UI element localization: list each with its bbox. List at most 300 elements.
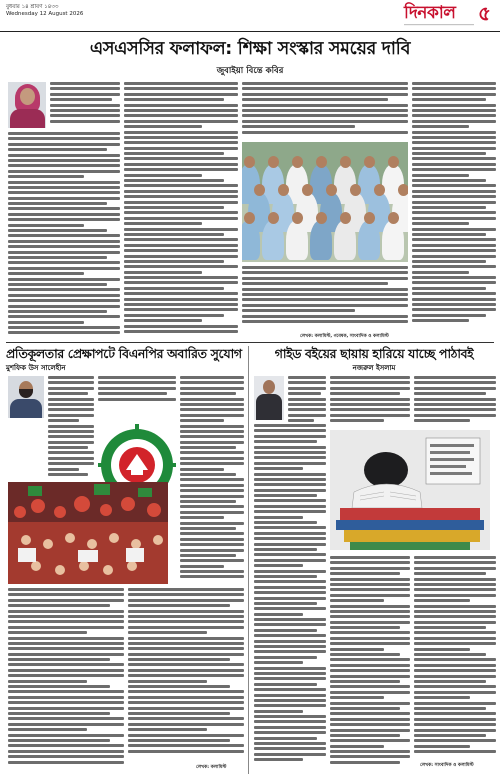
text-line	[8, 604, 110, 607]
text-line	[330, 605, 410, 608]
student-head	[268, 156, 279, 168]
text-line	[242, 309, 355, 312]
text-line	[48, 468, 79, 471]
text-line	[254, 521, 317, 524]
text-line	[254, 742, 326, 745]
student-figure	[310, 220, 332, 260]
text-line	[412, 314, 486, 317]
right-text-column-1	[288, 376, 326, 428]
author-portrait-photo-right	[254, 376, 284, 420]
text-line	[8, 744, 124, 747]
text-line	[254, 532, 326, 535]
text-line	[412, 168, 496, 171]
text-line	[412, 260, 486, 263]
text-line	[180, 500, 236, 503]
text-line	[414, 594, 496, 597]
text-line	[124, 163, 238, 166]
text-line	[254, 446, 326, 449]
text-line	[330, 729, 410, 732]
text-line	[8, 132, 120, 135]
text-line	[8, 734, 124, 737]
text-line	[254, 731, 326, 734]
text-line	[330, 387, 410, 390]
student-head	[278, 184, 289, 196]
text-line	[8, 321, 84, 324]
text-line	[128, 604, 230, 607]
text-line	[242, 288, 408, 291]
text-line	[180, 538, 244, 541]
text-line	[414, 745, 470, 748]
text-line	[330, 615, 410, 618]
text-line	[8, 278, 120, 281]
text-line	[180, 387, 244, 390]
text-line	[412, 125, 469, 128]
text-line	[330, 572, 400, 575]
text-line	[414, 739, 496, 742]
text-line	[412, 174, 469, 177]
text-line	[128, 701, 244, 704]
text-line	[8, 701, 124, 704]
text-line	[124, 244, 238, 247]
text-line	[50, 87, 120, 90]
text-line	[330, 398, 410, 401]
text-line	[414, 403, 496, 406]
text-line	[412, 136, 496, 139]
page-number: ৫	[478, 1, 491, 25]
text-line	[254, 435, 326, 438]
text-line	[8, 610, 124, 613]
lead-author-credit: লেখক: কলামিস্ট, গবেষক, সাংবাদিক ও কলামিস্ট	[300, 334, 389, 339]
text-line	[8, 207, 120, 210]
text-line	[414, 578, 496, 581]
bnp-rally-photo	[8, 482, 168, 584]
text-line	[330, 376, 410, 379]
text-line	[414, 605, 496, 608]
text-line	[124, 174, 202, 177]
text-line	[330, 610, 410, 613]
text-line	[124, 206, 224, 209]
text-line	[242, 304, 408, 307]
text-line	[412, 147, 496, 150]
text-line	[254, 753, 326, 756]
lead-headline: এসএসসির ফলাফল: শিক্ষা সংস্কার সময়ের দাবি	[89, 39, 411, 59]
text-line	[242, 293, 408, 296]
text-line	[254, 694, 326, 697]
text-line	[8, 191, 120, 194]
text-line	[8, 256, 107, 259]
text-line	[414, 696, 470, 699]
left-story-headline: প্রতিকূলতার প্রেক্ষাপটে বিএনপির অবারিত সুযোগ	[6, 346, 242, 361]
text-line	[242, 120, 408, 123]
text-line	[414, 414, 496, 417]
text-line	[414, 626, 486, 629]
text-line	[180, 478, 244, 481]
text-line	[180, 565, 224, 568]
text-line	[412, 249, 496, 252]
text-line	[48, 435, 94, 438]
text-line	[330, 408, 410, 411]
text-line	[8, 631, 87, 634]
text-line	[412, 87, 496, 90]
text-line	[414, 408, 496, 411]
text-line	[8, 658, 110, 661]
student-head	[340, 156, 351, 168]
text-line	[254, 483, 326, 486]
text-line	[48, 392, 88, 395]
left-text-column-4	[8, 588, 124, 768]
student-head	[292, 212, 303, 224]
text-line	[254, 699, 326, 702]
text-line	[48, 441, 94, 444]
text-line	[254, 623, 326, 626]
text-line	[254, 677, 326, 680]
text-line	[242, 109, 408, 112]
text-line	[128, 674, 244, 677]
text-line	[180, 522, 244, 525]
text-line	[180, 398, 244, 401]
text-line	[128, 669, 244, 672]
text-line	[412, 157, 496, 160]
text-line	[412, 281, 496, 284]
text-line	[414, 653, 486, 656]
text-line	[48, 403, 94, 406]
text-line	[330, 675, 410, 678]
text-line	[412, 308, 496, 311]
text-line	[254, 667, 326, 670]
text-line	[330, 669, 410, 672]
student-head	[364, 156, 375, 168]
text-line	[8, 717, 124, 720]
text-line	[414, 691, 496, 694]
text-line	[8, 723, 124, 726]
text-line	[412, 109, 496, 112]
right-text-column-3	[414, 376, 496, 428]
text-line	[124, 109, 238, 112]
text-line	[254, 564, 303, 567]
text-line	[124, 195, 238, 198]
text-line	[8, 696, 124, 699]
text-line	[8, 170, 120, 173]
left-text-column-5	[128, 588, 244, 758]
text-line	[414, 712, 496, 715]
text-line	[330, 392, 400, 395]
text-line	[50, 120, 120, 123]
text-line	[254, 478, 326, 481]
text-line	[412, 265, 496, 268]
text-line	[124, 222, 202, 225]
text-line	[254, 424, 326, 427]
text-line	[180, 554, 236, 557]
text-line	[414, 642, 496, 645]
text-line	[254, 758, 303, 761]
lead-text-column-2	[124, 82, 238, 338]
text-line	[330, 761, 400, 764]
text-line	[128, 717, 244, 720]
text-line	[288, 408, 326, 411]
text-line	[412, 93, 496, 96]
text-line	[128, 744, 244, 747]
text-line	[8, 175, 84, 178]
text-line	[128, 642, 244, 645]
text-line	[124, 238, 238, 241]
text-line	[124, 260, 224, 263]
text-line	[330, 631, 410, 634]
text-line	[180, 446, 236, 449]
text-line	[8, 272, 84, 275]
text-line	[128, 723, 244, 726]
text-line	[8, 669, 124, 672]
student-head	[244, 212, 255, 224]
student-head	[326, 184, 337, 196]
text-line	[124, 87, 238, 90]
text-line	[254, 473, 326, 476]
text-line	[8, 202, 107, 205]
text-line	[128, 707, 244, 710]
text-line	[128, 610, 244, 613]
text-line	[254, 607, 326, 610]
text-line	[180, 511, 244, 514]
student-head	[388, 156, 399, 168]
text-line	[8, 218, 120, 221]
text-line	[8, 261, 120, 264]
text-line	[124, 308, 238, 311]
student-head	[254, 184, 265, 196]
text-line	[98, 398, 176, 401]
text-line	[414, 567, 496, 570]
text-line	[414, 685, 496, 688]
text-line	[330, 696, 384, 699]
text-line	[180, 532, 244, 535]
text-line	[124, 114, 238, 117]
text-line	[414, 680, 486, 683]
text-line	[48, 425, 94, 428]
text-line	[330, 381, 410, 384]
text-line	[128, 663, 244, 666]
text-line	[254, 499, 326, 502]
text-line	[414, 750, 496, 753]
text-line	[330, 642, 410, 645]
text-line	[8, 159, 120, 162]
text-line	[8, 310, 107, 313]
student-head	[398, 184, 408, 196]
text-line	[254, 747, 326, 750]
text-line	[8, 326, 120, 329]
left-text-column-3	[180, 376, 244, 584]
text-line	[8, 267, 120, 270]
text-line	[98, 392, 167, 395]
text-line	[128, 599, 244, 602]
text-line	[414, 734, 486, 737]
text-line	[412, 206, 486, 209]
text-line	[288, 387, 326, 390]
text-line	[330, 419, 384, 422]
student-head	[340, 212, 351, 224]
text-line	[330, 750, 410, 753]
text-line	[128, 739, 230, 742]
text-line	[124, 276, 238, 279]
text-line	[412, 222, 469, 225]
text-line	[180, 462, 244, 465]
text-line	[414, 599, 470, 602]
text-line	[124, 179, 224, 182]
text-line	[124, 190, 238, 193]
column-divider	[248, 346, 249, 774]
text-line	[412, 217, 496, 220]
text-line	[48, 446, 88, 449]
text-line	[414, 588, 496, 591]
text-line	[48, 457, 94, 460]
text-line	[254, 715, 326, 718]
text-line	[254, 548, 317, 551]
text-line	[412, 195, 496, 198]
text-line	[412, 163, 496, 166]
text-line	[330, 637, 410, 640]
text-line	[124, 325, 238, 328]
text-line	[8, 137, 120, 140]
text-line	[180, 516, 224, 519]
text-line	[128, 712, 230, 715]
text-line	[48, 419, 79, 422]
text-line	[8, 642, 124, 645]
text-line	[8, 305, 120, 308]
text-line	[412, 244, 496, 247]
text-line	[50, 114, 120, 117]
right-story-byline: নজরুল ইসলাম	[352, 364, 396, 372]
text-line	[412, 184, 496, 187]
text-line	[8, 164, 120, 167]
student-figure	[334, 220, 356, 260]
text-line	[8, 229, 107, 232]
text-line	[254, 456, 326, 459]
student-figure	[286, 220, 308, 260]
text-line	[50, 104, 120, 107]
text-line	[242, 114, 408, 117]
text-line	[254, 494, 317, 497]
text-line	[254, 526, 326, 529]
text-line	[98, 381, 176, 384]
text-line	[254, 688, 326, 691]
text-line	[330, 723, 410, 726]
text-line	[242, 315, 408, 318]
text-line	[180, 376, 244, 379]
student-figure	[358, 220, 380, 260]
text-line	[254, 629, 317, 632]
text-line	[8, 224, 84, 227]
text-line	[412, 228, 496, 231]
text-line	[128, 680, 207, 683]
text-line	[180, 549, 244, 552]
date-bengali: বুধবার ১৪ শ্রাবণ ১৪৩৩	[6, 4, 59, 10]
text-line	[414, 381, 496, 384]
text-line	[412, 319, 469, 322]
text-line	[414, 376, 496, 379]
text-line	[330, 712, 410, 715]
text-line	[330, 556, 410, 559]
text-line	[124, 201, 238, 204]
text-line	[128, 626, 244, 629]
text-line	[48, 430, 94, 433]
text-line	[180, 489, 244, 492]
text-line	[330, 403, 410, 406]
text-line	[124, 98, 224, 101]
newspaper-tagline	[404, 23, 474, 28]
text-line	[330, 583, 410, 586]
text-line	[414, 572, 486, 575]
student-with-books-photo	[330, 430, 490, 550]
text-line	[414, 392, 486, 395]
text-line	[330, 414, 410, 417]
student-head	[388, 212, 399, 224]
text-line	[8, 712, 110, 715]
text-line	[330, 680, 400, 683]
text-line	[254, 586, 326, 589]
text-line	[254, 505, 326, 508]
lead-text-column-1	[50, 82, 120, 130]
text-line	[254, 704, 326, 707]
text-line	[128, 593, 244, 596]
text-line	[124, 314, 224, 317]
text-line	[242, 320, 408, 323]
text-line	[128, 734, 244, 737]
text-line	[48, 473, 88, 476]
text-line	[242, 125, 355, 128]
text-line	[8, 739, 110, 742]
student-head	[244, 156, 255, 168]
text-line	[414, 718, 496, 721]
student-figure	[242, 220, 260, 260]
text-line	[124, 228, 238, 231]
text-line	[8, 588, 124, 591]
text-line	[254, 559, 326, 562]
text-line	[412, 201, 496, 204]
text-line	[128, 637, 244, 640]
text-line	[124, 104, 238, 107]
text-line	[124, 136, 238, 139]
text-line	[254, 726, 326, 729]
text-line	[254, 737, 317, 740]
text-line	[330, 702, 410, 705]
text-line	[50, 82, 120, 85]
text-line	[128, 658, 230, 661]
text-line	[180, 419, 224, 422]
text-line	[180, 559, 244, 562]
text-line	[414, 729, 496, 732]
student-head	[316, 156, 327, 168]
text-line	[254, 710, 303, 713]
text-line	[414, 669, 496, 672]
lead-text-column-1b	[8, 132, 120, 338]
text-line	[330, 691, 410, 694]
text-line	[180, 543, 244, 546]
text-line	[124, 82, 238, 85]
text-line	[128, 631, 207, 634]
text-line	[330, 739, 410, 742]
text-line	[412, 152, 486, 155]
text-line	[254, 489, 326, 492]
text-line	[254, 640, 326, 643]
text-line	[412, 303, 496, 306]
text-line	[254, 462, 326, 465]
text-line	[330, 621, 410, 624]
text-line	[124, 184, 238, 187]
text-line	[330, 658, 410, 661]
text-line	[414, 556, 496, 559]
text-line	[242, 98, 388, 101]
text-line	[412, 131, 496, 134]
text-line	[254, 661, 303, 664]
text-line	[254, 440, 317, 443]
text-line	[242, 282, 388, 285]
